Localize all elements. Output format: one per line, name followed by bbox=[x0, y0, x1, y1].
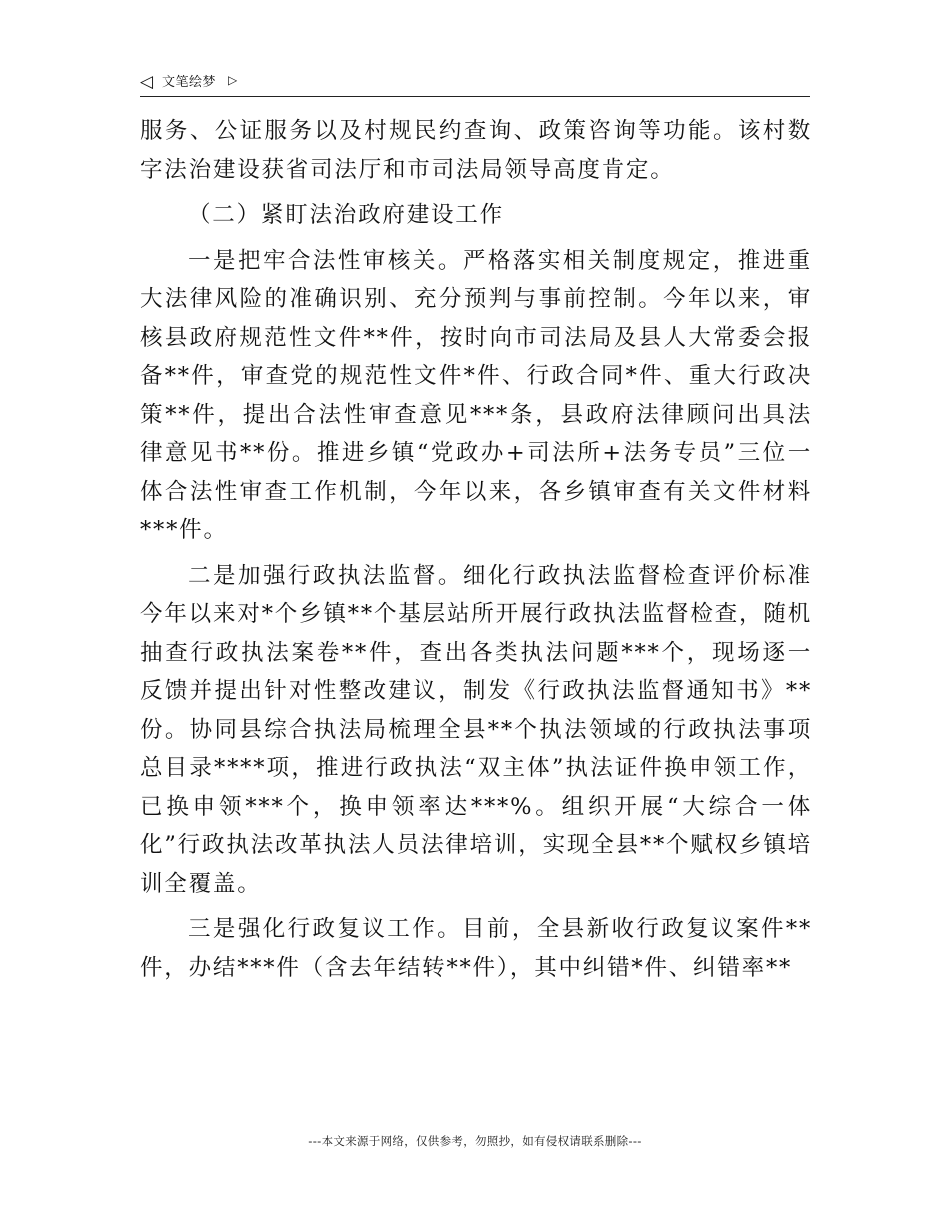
document-body bbox=[140, 112, 812, 987]
paragraph-continuation: 服务、公证服务以及村规民约查询、政策咨询等功能。该村数字法治建设获省司法厅和市司法局领导高度肯定。 bbox=[140, 118, 812, 183]
section-heading: （二）紧盯法治政府建设工作 bbox=[188, 202, 504, 228]
triangle-right-icon: ▷ bbox=[228, 73, 238, 87]
triangle-left-icon: ◁ bbox=[140, 72, 154, 92]
header-title: 文笔绘梦 bbox=[162, 75, 217, 90]
page-header bbox=[140, 70, 810, 97]
paragraph-enforcement-supervision: 二是加强行政执法监督。细化行政执法监督检查评价标准今年以来对*个乡镇**个基层站所开展行政执法监督检查，随机抽查行政执法案卷**件，查出各类执法问题***个，现场逐一反馈并提出针对性整改建议，制发《行政执法监督通知书》**份。协同县综合执法局梳理全县**个执法领域的行政执法事项总目录****项，推进行政执法“双主体”执法证件换申领工作，已换申领***个，换申领率达***%。组织开展“大综合一体化”行政执法改革执法人员法律培训，实现全县**个赋权乡镇培训全覆盖。 bbox=[140, 562, 812, 897]
page-footer-disclaimer: ---本文来源于网络，仅供参考，勿照抄，如有侵权请联系删除--- bbox=[308, 1134, 642, 1148]
paragraph-legality-review: 一是把牢合法性审核关。严格落实相关制度规定，推进重大法律风险的准确识别、充分预判与事前控制。今年以来，审核县政府规范性文件**件，按时向市司法局及县人大常委会报备**件，审查党的规范性文件*件、行政合同*件、重大行政决策**件，提出合法性审查意见***条，县政府法律顾问出具法律意见书**份。推进乡镇“党政办+司法所+法务专员”三位一体合法性审查工作机制，今年以来，各乡镇审查有关文件材料***件。 bbox=[140, 247, 812, 543]
paragraph-administrative-review: 三是强化行政复议工作。目前，全县新收行政复议案件**件，办结***件（含去年结转**件），其中纠错*件、纠错率** bbox=[140, 916, 812, 981]
